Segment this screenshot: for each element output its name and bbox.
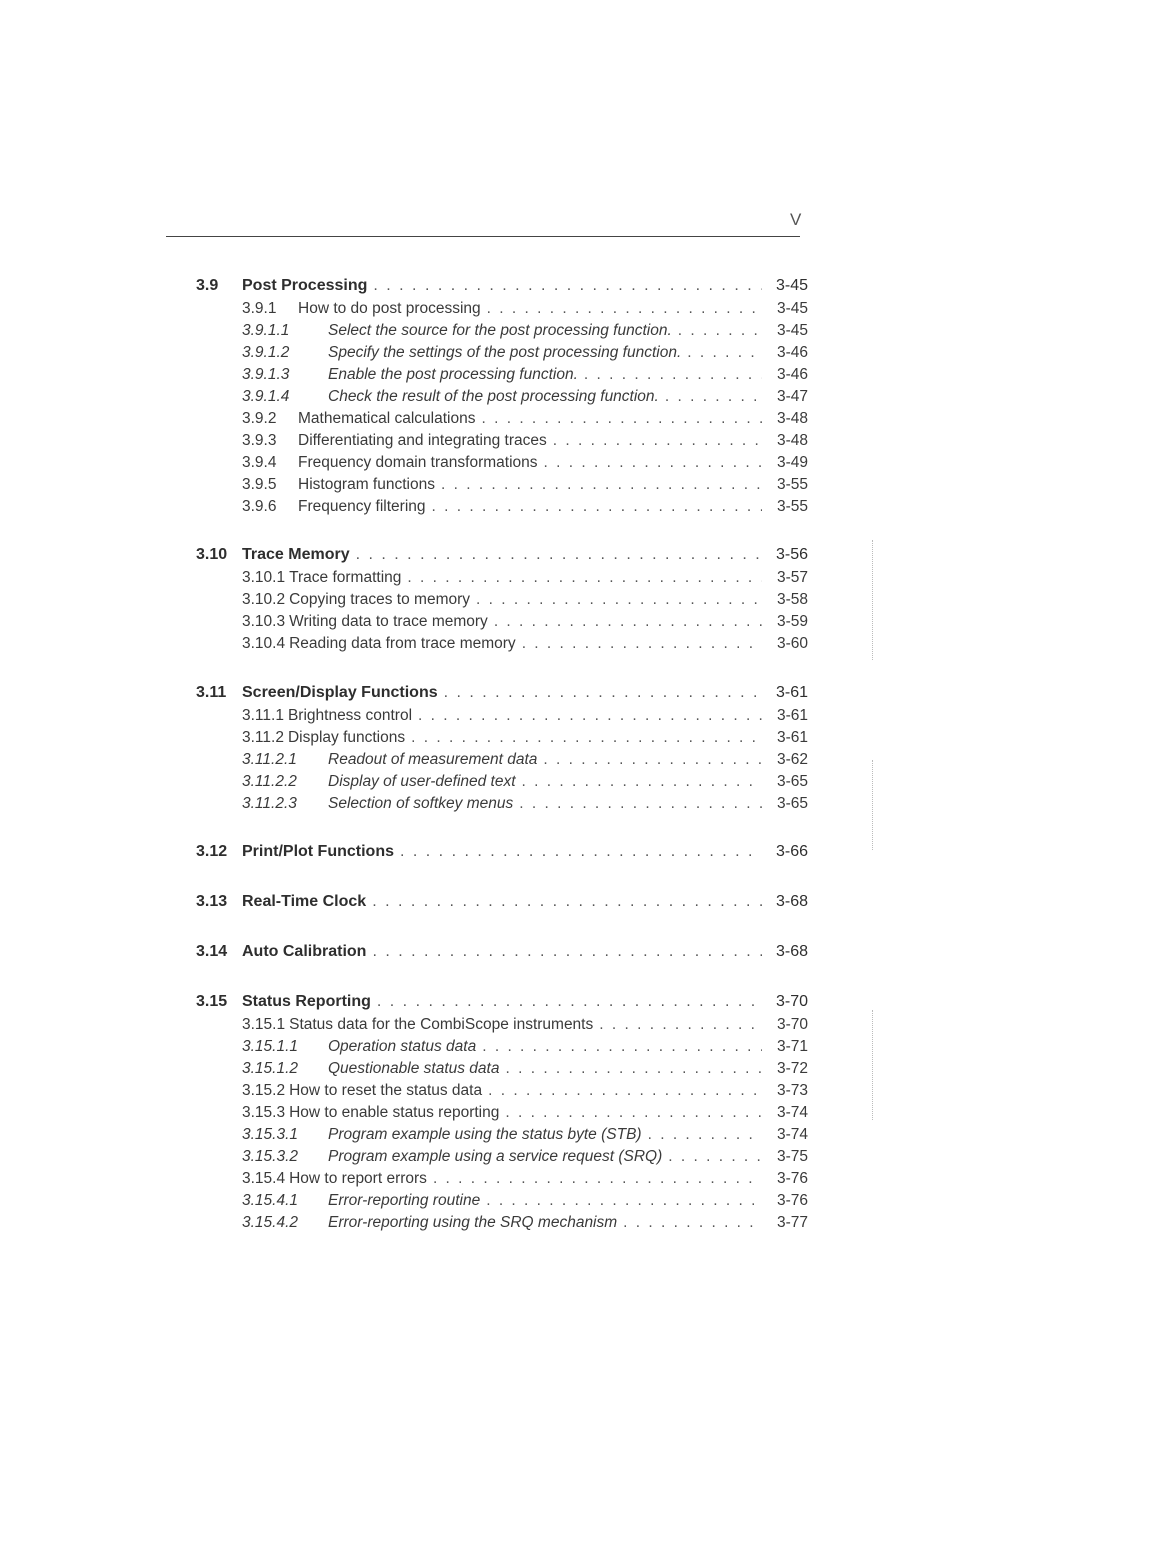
toc-entry-subsection[interactable] <box>196 452 808 474</box>
dot-leader <box>432 496 762 518</box>
toc-entry-main[interactable] <box>196 274 808 298</box>
dot-leader <box>522 633 762 655</box>
toc-entry-title: Status data for the CombiScope instruments <box>289 1016 594 1033</box>
toc-entry-title: Program example using a service request (SRQ) <box>328 1148 663 1165</box>
toc-entry-page: 3-74 <box>776 1104 808 1121</box>
dot-leader <box>505 1058 762 1080</box>
toc-entry-page: 3-77 <box>776 1214 808 1231</box>
toc-entry-number: 3.14 <box>196 943 228 960</box>
toc-entry-number: 3.12 <box>196 843 228 860</box>
toc-entry-page: 3-70 <box>775 993 808 1010</box>
toc-entry-title: Questionable status data <box>328 1060 500 1077</box>
toc-entry-page: 3-48 <box>776 432 808 449</box>
toc-entry-title: Status Reporting <box>242 993 371 1010</box>
toc-entry-title: Reading data from trace memory <box>289 635 516 652</box>
dot-leader <box>522 771 762 793</box>
toc-entry-number: 3.10.1 <box>242 569 286 586</box>
toc-entry-title: How to reset the status data <box>289 1082 483 1099</box>
toc-entry-title: Frequency filtering <box>298 498 426 515</box>
toc-entry-page: 3-66 <box>775 843 808 860</box>
toc-entry-number: 3.15.4 <box>242 1170 286 1187</box>
toc-entry-main[interactable] <box>196 840 808 864</box>
toc-entry-title: Real-Time Clock <box>242 893 367 910</box>
dot-leader <box>356 543 762 567</box>
toc-entry-title: Display of user-defined text <box>328 773 516 790</box>
dot-leader <box>377 990 762 1014</box>
toc-entry-page: 3-45 <box>775 277 808 294</box>
toc-entry-number: 3.15.3.2 <box>242 1148 299 1165</box>
toc-entry-number: 3.9.1.1 <box>242 322 290 339</box>
toc-entry-subsubsection[interactable] <box>196 1190 808 1212</box>
toc-entry-number: 3.15.3.1 <box>242 1126 299 1143</box>
toc-entry-number: 3.10 <box>196 546 228 563</box>
toc-entry-page: 3-75 <box>776 1148 808 1165</box>
scan-artifact-line <box>872 540 873 660</box>
toc-entry-page: 3-65 <box>776 773 808 790</box>
toc-entry-page: 3-68 <box>775 943 808 960</box>
toc-entry-title: Select the source for the post processing function. <box>328 322 672 339</box>
toc-section <box>196 940 808 964</box>
toc-entry-page: 3-48 <box>776 410 808 427</box>
toc-entry-page: 3-55 <box>776 476 808 493</box>
toc-entry-title: Readout of measurement data <box>328 751 538 768</box>
toc-entry-subsection[interactable] <box>196 408 808 430</box>
dot-leader <box>486 1190 762 1212</box>
toc-entry-title: Display functions <box>287 729 406 746</box>
dot-leader <box>407 567 762 589</box>
scan-artifact-line <box>872 1010 873 1120</box>
toc-entry-title: Program example using the status byte (STB) <box>328 1126 642 1143</box>
toc-entry-title: Selection of softkey menus <box>328 795 514 812</box>
toc-entry-page: 3-62 <box>776 751 808 768</box>
toc-entry-title: Enable the post processing function. <box>328 366 578 383</box>
toc-entry-page: 3-59 <box>776 613 808 630</box>
toc-entry-page: 3-46 <box>776 344 808 361</box>
toc-entry-title: Error-reporting routine <box>328 1192 481 1209</box>
toc-entry-number: 3.15.1 <box>242 1016 286 1033</box>
toc-entry-page: 3-57 <box>776 569 808 586</box>
dot-leader <box>553 430 762 452</box>
toc-entry-title: Trace Memory <box>242 546 350 563</box>
toc-entry-subsection[interactable] <box>196 567 808 589</box>
toc-entry-title: Histogram functions <box>298 476 435 493</box>
toc-entry-page: 3-45 <box>776 322 808 339</box>
toc-entry-subsubsection[interactable] <box>196 771 808 793</box>
toc-entry-number: 3.15 <box>196 993 228 1010</box>
toc-entry-subsection[interactable] <box>196 430 808 452</box>
toc-section <box>196 890 808 914</box>
toc-entry-subsection[interactable] <box>196 1014 808 1036</box>
dot-leader <box>623 1212 762 1234</box>
dot-leader <box>481 408 762 430</box>
toc-entry-number: 3.9.3 <box>242 432 277 449</box>
toc-entry-subsection[interactable] <box>196 705 808 727</box>
dot-leader <box>519 793 762 815</box>
toc-entry-subsubsection[interactable] <box>196 749 808 771</box>
toc-entry-title: Differentiating and integrating traces <box>298 432 547 449</box>
toc-entry-number: 3.11.2.2 <box>242 773 297 790</box>
toc-section <box>196 840 808 864</box>
toc-entry-page: 3-76 <box>776 1192 808 1209</box>
toc-entry-title: Check the result of the post processing function. <box>328 388 659 405</box>
toc-entry-page: 3-73 <box>776 1082 808 1099</box>
dot-leader <box>372 940 762 964</box>
toc-entry-page: 3-72 <box>776 1060 808 1077</box>
dot-leader <box>665 386 762 408</box>
toc-entry-number: 3.9.1.3 <box>242 366 290 383</box>
dot-leader <box>400 840 762 864</box>
toc-entry-number: 3.15.4.1 <box>242 1192 299 1209</box>
toc-entry-number: 3.15.3 <box>242 1104 286 1121</box>
toc-entry-main[interactable] <box>196 990 808 1014</box>
dot-leader <box>433 1168 762 1190</box>
toc-entry-title: Print/Plot Functions <box>242 843 394 860</box>
toc-entry-subsubsection[interactable] <box>196 320 808 342</box>
toc-section <box>196 274 808 518</box>
toc-entry-subsubsection[interactable] <box>196 386 808 408</box>
toc-entry-number: 3.15.1.1 <box>242 1038 299 1055</box>
toc-entry-title: Post Processing <box>242 277 368 294</box>
toc-entry-number: 3.11.2.3 <box>242 795 297 812</box>
dot-leader <box>678 320 762 342</box>
dot-leader <box>668 1146 762 1168</box>
toc-entry-subsubsection[interactable] <box>196 1212 808 1234</box>
toc-entry-page: 3-47 <box>776 388 808 405</box>
toc-section <box>196 543 808 655</box>
toc-entry-title: Operation status data <box>328 1038 477 1055</box>
toc-entry-main[interactable] <box>196 940 808 964</box>
dot-leader <box>494 611 762 633</box>
toc-entry-page: 3-61 <box>775 684 808 701</box>
dot-leader <box>687 342 762 364</box>
dot-leader <box>543 749 762 771</box>
toc-entry-number: 3.11.1 <box>242 707 284 724</box>
toc-entry-title: Screen/Display Functions <box>242 684 438 701</box>
toc-entry-subsection[interactable] <box>196 1102 808 1124</box>
toc-entry-number: 3.15.4.2 <box>242 1214 299 1231</box>
toc-entry-subsubsection[interactable] <box>196 364 808 386</box>
dot-leader <box>584 364 762 386</box>
dot-leader <box>411 727 762 749</box>
toc-entry-page: 3-70 <box>776 1016 808 1033</box>
toc-entry-number: 3.10.4 <box>242 635 286 652</box>
toc-section <box>196 681 808 815</box>
toc-entry-title: Frequency domain transformations <box>298 454 538 471</box>
toc-entry-page: 3-58 <box>776 591 808 608</box>
dot-leader <box>418 705 762 727</box>
toc-entry-number: 3.9.4 <box>242 454 277 471</box>
toc-entry-page: 3-71 <box>776 1038 808 1055</box>
toc-entry-title: Brightness control <box>287 707 413 724</box>
dot-leader <box>505 1102 762 1124</box>
dot-leader <box>444 681 762 705</box>
toc-entry-number: 3.9.5 <box>242 476 277 493</box>
toc-entry-subsection[interactable] <box>196 633 808 655</box>
toc-entry-subsection[interactable] <box>196 727 808 749</box>
toc-entry-number: 3.9.1.2 <box>242 344 290 361</box>
toc-entry-number: 3.11.2 <box>242 729 284 746</box>
toc-entry-main[interactable] <box>196 890 808 914</box>
toc-entry-subsubsection[interactable] <box>196 342 808 364</box>
toc-entry-subsection[interactable] <box>196 474 808 496</box>
dot-leader <box>599 1014 762 1036</box>
header-rule <box>166 236 800 237</box>
toc-section <box>196 990 808 1234</box>
toc-entry-title: Writing data to trace memory <box>289 613 488 630</box>
toc-entry-subsection[interactable] <box>196 298 808 320</box>
toc-entry-title: Error-reporting using the SRQ mechanism <box>328 1214 618 1231</box>
toc-entry-number: 3.9 <box>196 277 219 294</box>
toc-entry-number: 3.15.1.2 <box>242 1060 299 1077</box>
toc-entry-title: Auto Calibration <box>242 943 367 960</box>
toc-entry-number: 3.9.1.4 <box>242 388 290 405</box>
toc-entry-page: 3-49 <box>776 454 808 471</box>
toc-entry-number: 3.11 <box>196 684 227 701</box>
dot-leader <box>372 890 762 914</box>
toc-entry-page: 3-61 <box>776 729 808 746</box>
toc-entry-subsubsection[interactable] <box>196 1058 808 1080</box>
toc-entry-subsection[interactable] <box>196 496 808 518</box>
toc-entry-page: 3-61 <box>776 707 808 724</box>
dot-leader <box>476 589 762 611</box>
dot-leader <box>373 274 762 298</box>
toc-entry-subsubsection[interactable] <box>196 793 808 815</box>
dot-leader <box>544 452 762 474</box>
toc-entry-title: How to report errors <box>289 1170 427 1187</box>
toc-entry-title: Mathematical calculations <box>298 410 476 427</box>
scan-artifact-line <box>872 760 873 850</box>
page-number: V <box>790 210 802 229</box>
toc-entry-subsubsection[interactable] <box>196 1124 808 1146</box>
toc-entry-number: 3.10.3 <box>242 613 286 630</box>
dot-leader <box>487 298 762 320</box>
toc-entry-number: 3.9.2 <box>242 410 277 427</box>
toc-entry-title: Trace formatting <box>289 569 402 586</box>
toc-entry-main[interactable] <box>196 681 808 705</box>
toc-entry-number: 3.11.2.1 <box>242 751 297 768</box>
toc-entry-page: 3-76 <box>776 1170 808 1187</box>
toc-entry-page: 3-45 <box>776 300 808 317</box>
toc-entry-title: How to enable status reporting <box>289 1104 500 1121</box>
toc-entry-number: 3.13 <box>196 893 228 910</box>
toc-entry-subsubsection[interactable] <box>196 1036 808 1058</box>
toc-entry-subsection[interactable] <box>196 1080 808 1102</box>
toc-entry-title: Specify the settings of the post processing function. <box>328 344 682 361</box>
toc-entry-page: 3-55 <box>776 498 808 515</box>
toc-entry-number: 3.9.6 <box>242 498 277 515</box>
toc-entry-page: 3-74 <box>776 1126 808 1143</box>
toc-entry-page: 3-60 <box>776 635 808 652</box>
dot-leader <box>488 1080 762 1102</box>
toc-entry-number: 3.9.1 <box>242 300 277 317</box>
dot-leader <box>482 1036 762 1058</box>
toc-entry-subsection[interactable] <box>196 611 808 633</box>
toc-entry-number: 3.15.2 <box>242 1082 286 1099</box>
toc-entry-page: 3-56 <box>775 546 808 563</box>
toc-entry-subsubsection[interactable] <box>196 1146 808 1168</box>
toc-entry-page: 3-68 <box>775 893 808 910</box>
toc-entry-page: 3-46 <box>776 366 808 383</box>
toc-entry-subsection[interactable] <box>196 1168 808 1190</box>
toc-entry-number: 3.10.2 <box>242 591 286 608</box>
toc-entry-subsection[interactable] <box>196 589 808 611</box>
dot-leader <box>648 1124 762 1146</box>
toc-entry-page: 3-65 <box>776 795 808 812</box>
toc-entry-title: How to do post processing <box>298 300 481 317</box>
dot-leader <box>441 474 762 496</box>
toc-entry-title: Copying traces to memory <box>289 591 471 608</box>
toc-entry-main[interactable] <box>196 543 808 567</box>
